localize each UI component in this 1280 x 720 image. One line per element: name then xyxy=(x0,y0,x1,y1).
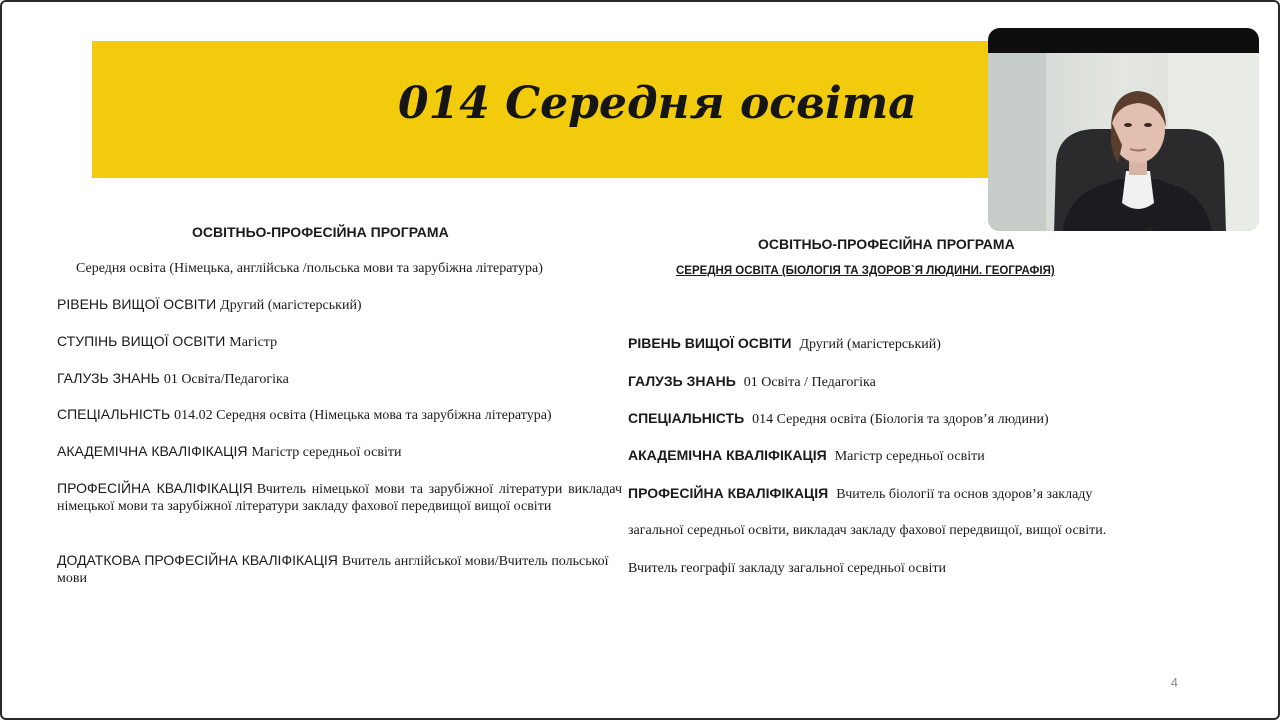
item-value: 014 Середня освіта (Біологія та здоров’я людини) xyxy=(752,412,1049,427)
item-key: СПЕЦІАЛЬНІСТЬ xyxy=(628,410,745,426)
item-value: Вчитель німецької мови та зарубіжної літератури викладач німецької мови та зарубіжної літератури закладу фахової передвищої вищої освіти xyxy=(57,482,622,514)
item-key: СТУПІНЬ ВИЩОЇ ОСВІТИ xyxy=(57,333,226,349)
slide-title: 014 Середня освіта xyxy=(398,78,917,129)
item-value: Вчитель англійської мови/Вчитель польської мови xyxy=(57,554,609,586)
right-item-field xyxy=(628,373,1188,391)
item-key: РІВЕНЬ ВИЩОЇ ОСВІТИ xyxy=(57,296,217,312)
right-item-professional-qualification xyxy=(628,485,1188,503)
item-key: СПЕЦІАЛЬНІСТЬ xyxy=(57,406,171,422)
item-value: 014.02 Середня освіта (Німецька мова та зарубіжна література) xyxy=(174,408,552,423)
item-key: ГАЛУЗЬ ЗНАНЬ xyxy=(628,373,736,389)
left-item-academic-qualification xyxy=(57,443,622,461)
left-item-level xyxy=(57,296,622,314)
left-item-degree xyxy=(57,333,622,351)
webcam-overlay[interactable] xyxy=(988,28,1259,231)
left-item-field xyxy=(57,370,622,388)
left-item-specialty xyxy=(57,406,622,424)
item-key: ПРОФЕСІЙНА КВАЛІФІКАЦІЯ xyxy=(628,485,829,501)
item-key: ПРОФЕСІЙНА КВАЛІФІКАЦІЯ xyxy=(57,480,253,496)
right-item-specialty xyxy=(628,410,1188,428)
right-continuation-line: загальної середньої освіти, викладач закладу фахової передвищої, вищої освіти. xyxy=(628,523,1107,538)
right-program-heading: ОСВІТНЬО-ПРОФЕСІЙНА ПРОГРАМА xyxy=(758,236,1015,252)
right-program-subtitle: СЕРЕДНЯ ОСВІТА (БІОЛОГІЯ ТА ЗДОРОВ`Я ЛЮДИНИ. ГЕОГРАФІЯ) xyxy=(676,265,1055,277)
item-value: 01 Освіта / Педагогіка xyxy=(743,375,876,390)
item-value: Вчитель біології та основ здоров’я закладу xyxy=(836,487,1093,502)
left-program-heading: ОСВІТНЬО-ПРОФЕСІЙНА ПРОГРАМА xyxy=(192,224,449,240)
right-item-level xyxy=(628,335,1188,353)
item-value: Магістр середньої освіти xyxy=(834,449,985,464)
item-key: ГАЛУЗЬ ЗНАНЬ xyxy=(57,370,160,386)
item-key: АКАДЕМІЧНА КВАЛІФІКАЦІЯ xyxy=(628,447,827,463)
right-item-academic-qualification xyxy=(628,447,1188,465)
item-value: Магістр xyxy=(229,335,278,350)
item-key: АКАДЕМІЧНА КВАЛІФІКАЦІЯ xyxy=(57,443,248,459)
left-program-subtitle: Середня освіта (Німецька, англійська /польська мови та зарубіжна література) xyxy=(76,261,543,276)
item-value: 01 Освіта/Педагогіка xyxy=(163,372,289,387)
item-value: Другий (магістерський) xyxy=(799,337,941,352)
item-value: Магістр середньої освіти xyxy=(251,445,402,460)
item-key: ДОДАТКОВА ПРОФЕСІЙНА КВАЛІФІКАЦІЯ xyxy=(57,552,338,568)
presenter-video xyxy=(988,53,1259,231)
right-continuation-line: Вчитель географії закладу загальної середньої освіти xyxy=(628,561,946,576)
item-value: Другий (магістерський) xyxy=(220,298,362,313)
left-item-additional-qualification xyxy=(57,552,622,587)
left-item-professional-qualification xyxy=(57,480,622,515)
page-number: 4 xyxy=(1170,675,1178,690)
item-key: РІВЕНЬ ВИЩОЇ ОСВІТИ xyxy=(628,335,792,351)
